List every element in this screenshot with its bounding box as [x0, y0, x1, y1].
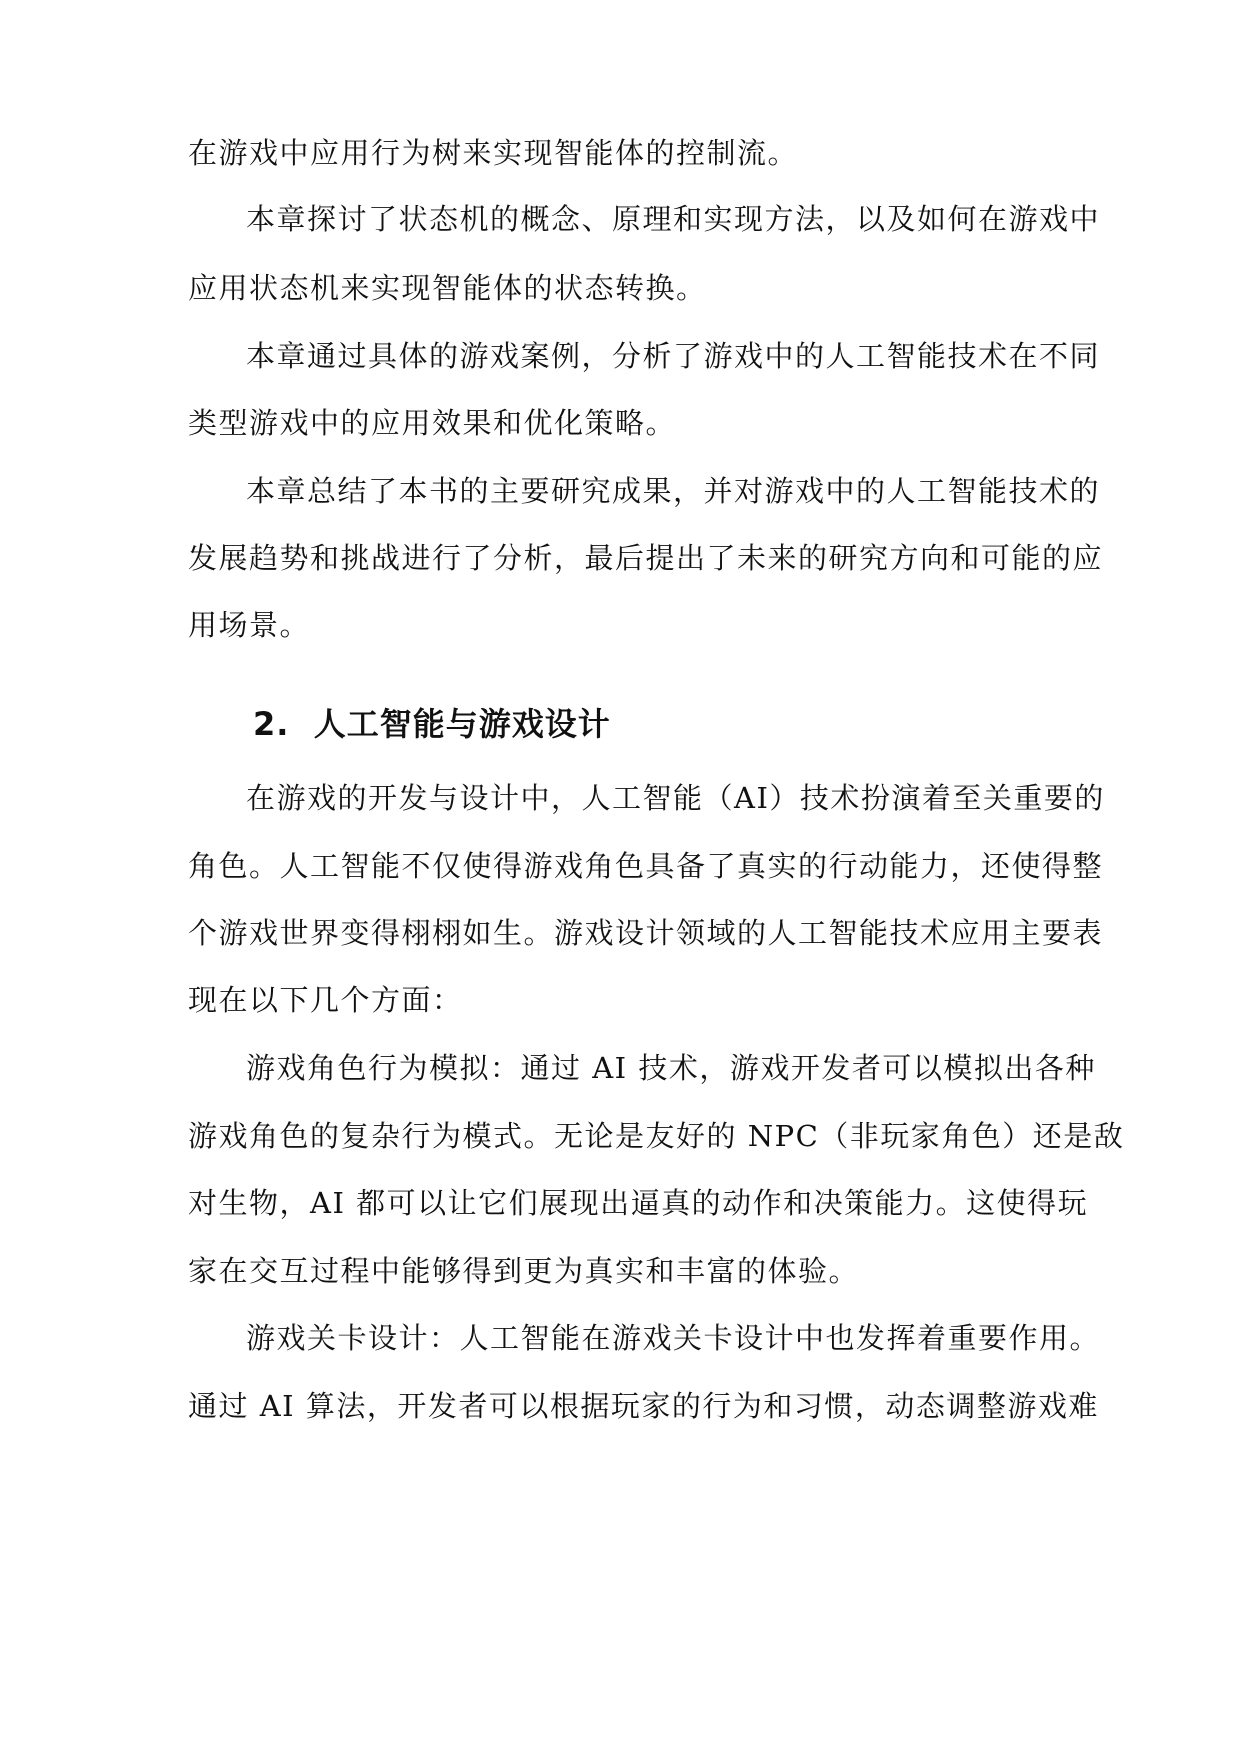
paragraph-line: 在游戏中应用行为树来实现智能体的控制流。: [188, 136, 799, 170]
paragraph-line: 用场景。: [188, 608, 311, 642]
paragraph-line: 游戏角色行为模拟：通过 AI 技术，游戏开发者可以模拟出各种: [246, 1051, 1096, 1085]
paragraph-line: 通过 AI 算法，开发者可以根据玩家的行为和习惯，动态调整游戏难: [188, 1389, 1099, 1423]
paragraph-line: 个游戏世界变得栩栩如生。游戏设计领域的人工智能技术应用主要表: [188, 916, 1104, 950]
heading-gap: [289, 705, 313, 743]
paragraph-line: 类型游戏中的应用效果和优化策略。: [188, 406, 677, 440]
section-heading: [253, 702, 611, 746]
paragraph-line: 对生物，AI 都可以让它们展现出逼真的动作和决策能力。这使得玩: [188, 1186, 1089, 1220]
paragraph-line: 游戏角色的复杂行为模式。无论是友好的 NPC（非玩家角色）还是敌: [188, 1119, 1125, 1153]
paragraph-line: 发展趋势和挑战进行了分析，最后提出了未来的研究方向和可能的应: [188, 541, 1104, 575]
paragraph-line: 本章总结了本书的主要研究成果，并对游戏中的人工智能技术的: [246, 474, 1101, 508]
paragraph-line: 本章探讨了状态机的概念、原理和实现方法，以及如何在游戏中: [246, 202, 1101, 236]
paragraph-line: 在游戏的开发与设计中，人工智能（AI）技术扮演着至关重要的: [246, 781, 1105, 815]
section-number: 2.: [253, 705, 290, 743]
paragraph-line: 游戏关卡设计：人工智能在游戏关卡设计中也发挥着重要作用。: [246, 1321, 1101, 1355]
section-title: 人工智能与游戏设计: [313, 705, 611, 743]
paragraph-line: 本章通过具体的游戏案例，分析了游戏中的人工智能技术在不同: [246, 339, 1101, 373]
paragraph-line: 家在交互过程中能够得到更为真实和丰富的体验。: [188, 1254, 860, 1288]
paragraph-line: 应用状态机来实现智能体的状态转换。: [188, 271, 707, 305]
paragraph-line: 角色。人工智能不仅使得游戏角色具备了真实的行动能力，还使得整: [188, 849, 1104, 883]
paragraph-line: 现在以下几个方面：: [188, 983, 463, 1017]
